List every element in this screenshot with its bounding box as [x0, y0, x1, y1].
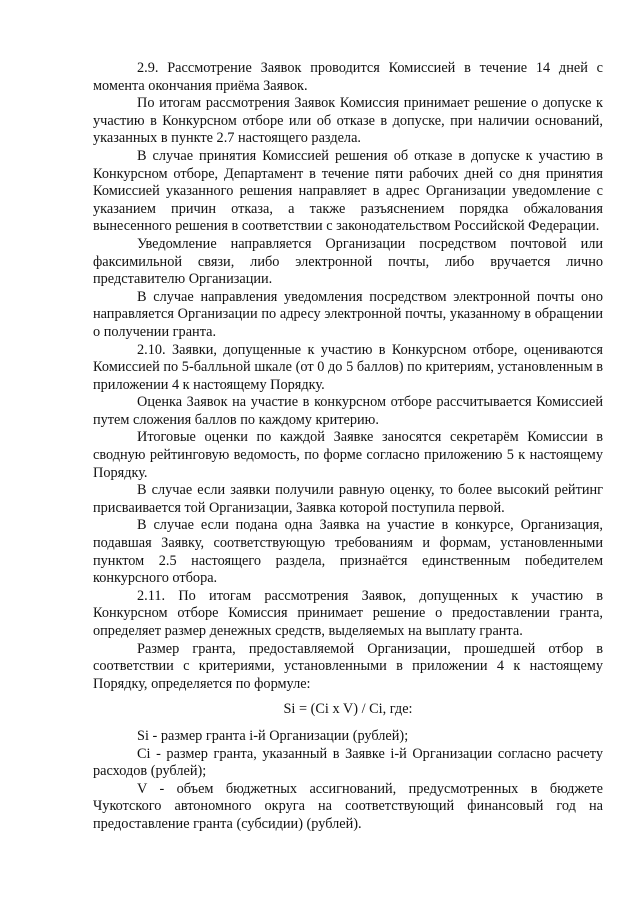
definition-v: V - объем бюджетных ассигнований, предусмотренных в бюджете Чукотского автономного округа на соответствующий финансовый год на предоставление гранта (субсидии) (рублей).: [93, 780, 603, 832]
paragraph-email-notice: В случае направления уведомления посредством электронной почты оно направляется Организации по адресу электронной почты, указанному в обращении о получении гранта.: [93, 288, 603, 340]
paragraph-2-11: 2.11. По итогам рассмотрения Заявок, допущенных к участию в Конкурсном отборе Комиссия принимает решение о предоставлении гранта, определяет размер денежных средств, выделяемых на выплату гранта.: [93, 587, 603, 639]
paragraph-rating-sheet: Итоговые оценки по каждой Заявке заносятся секретарём Комиссии в сводную рейтинговую ведомость, по форме согласно приложению 5 к настоящему Порядку.: [93, 429, 603, 481]
grant-formula: Si = (Ci x V) / Ci, где:: [283, 701, 413, 718]
document-page: [93, 60, 603, 834]
paragraph-2-9: 2.9. Рассмотрение Заявок проводится Комиссией в течение 14 дней с момента окончания приёма Заявок.: [93, 60, 603, 94]
definition-ci: Ci - размер гранта, указанный в Заявке i-й Организации согласно расчету расходов (рублей);: [93, 745, 603, 780]
paragraph-single-application: В случае если подана одна Заявка на участие в конкурсе, Организация, подавшая Заявку, соответствующую требованиям и формам, установленными пунктом 2.5 настоящего раздела, признаётся единственным победителем конкурсного отбора.: [93, 517, 603, 587]
paragraph-notice-delivery: Уведомление направляется Организации посредством почтовой или факсимильной связи, либо электронной почты, либо вручается лично представителю Организации.: [93, 235, 603, 288]
paragraph-refusal-notice: В случае принятия Комиссией решения об отказе в допуске к участию в Конкурсном отборе, Департамент в течение пяти рабочих дней со дня принятия Комиссией указанного решения направляет в адрес Организации уведомление с указанием причин отказа, а также разъяснением порядка обжалования вынесенного решения в соответствии с законодательством Российской Федерации.: [93, 147, 603, 235]
paragraph-score-summation: Оценка Заявок на участие в конкурсном отборе рассчитывается Комиссией путем сложения баллов по каждому критерию.: [93, 394, 603, 428]
paragraph-equal-score: В случае если заявки получили равную оценку, то более высокий рейтинг присваивается той Организации, Заявка которой поступила первой.: [93, 482, 603, 516]
paragraph-2-10: 2.10. Заявки, допущенные к участию в Конкурсном отборе, оцениваются Комиссией по 5-балльной шкале (от 0 до 5 баллов) по критериям, установленным в приложении 4 к настоящему Порядку.: [93, 341, 603, 393]
paragraph-grant-size: Размер гранта, предоставляемой Организации, прошедшей отбор в соответствии с критериями, установленными в приложении 4 к настоящему Порядку, определяется по формуле:: [93, 640, 603, 692]
paragraph-admission-decision: По итогам рассмотрения Заявок Комиссия принимает решение о допуске к участию в Конкурсном отборе или об отказе в допуске, при наличии оснований, указанных в пункте 2.7 настоящего раздела.: [93, 95, 603, 147]
definition-si: Si - размер гранта i-й Организации (рублей);: [137, 727, 409, 744]
